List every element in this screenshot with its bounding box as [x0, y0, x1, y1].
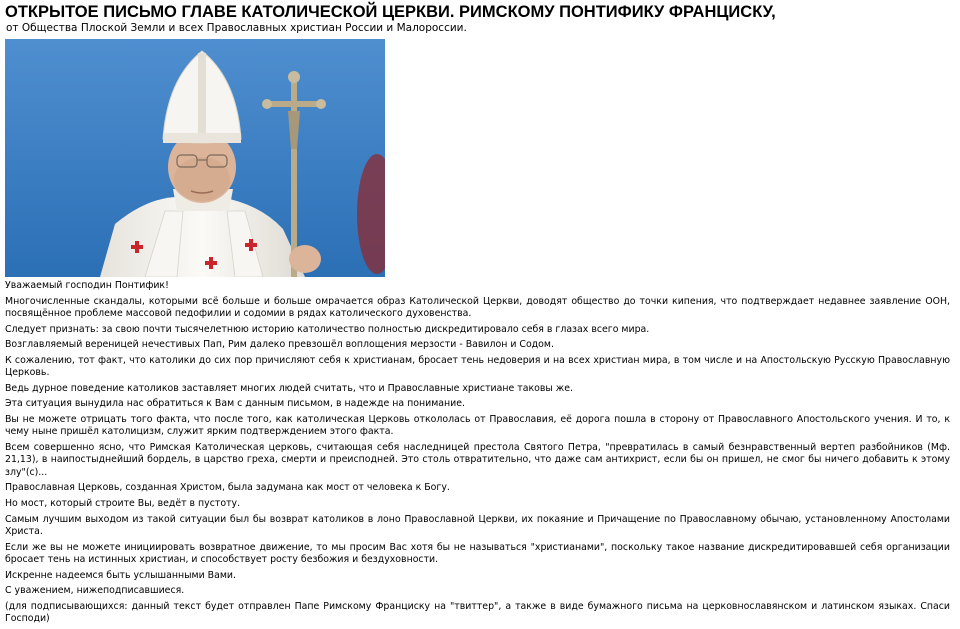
letter-paragraph: Следует признать: за свою почти тысячелетнюю историю католичество полностью дискредитировало себя в глазах всего мира. — [5, 323, 650, 335]
letter-paragraph: Если же вы не можете инициировать возвратное движение, то мы просим Вас хотя бы не называться "христианами", поскольку такое название дискредитировавшей себя организации бросает тень на истинных христиан, и способствует росту безбожия и бездуховности. — [5, 541, 950, 565]
letter-paragraph: Всем совершенно ясно, что Римская Католическая церковь, считающая себя наследницей престола Святого Петра, "превратилась в самый безнравственный вертеп разбойников (Мф. 21,13), в наипостыднейший бордель, в царство греха, смерти и преисподней. Это столь отвратительно, что даже сам антихрист, если бы он пришел, не смог бы ничего добавить к этому злу"(с)... — [5, 441, 950, 478]
letter-page — [5, 3, 950, 629]
letter-paragraph: (для подписывающихся: данный текст будет отправлен Папе Римскому Франциску на "твиттер", а также в виде бумажного письма на церковнославянском и латинском языках. Спаси Господи) — [5, 600, 950, 625]
letter-paragraph: С уважением, нижеподписавшиеся. — [5, 585, 185, 597]
letter-paragraph: Уважаемый господин Понтифик! — [5, 280, 169, 291]
letter-paragraph: Ведь дурное поведение католиков заставляет многих людей считать, что и Православные христиане таковы же. — [5, 382, 573, 394]
page-title: ОТКРЫТОЕ ПИСЬМО ГЛАВЕ КАТОЛИЧЕСКОЙ ЦЕРКВИ. РИМСКОМУ ПОНТИФИКУ ФРАНЦИСКУ, — [5, 3, 776, 21]
letter-paragraph: К сожалению, тот факт, что католики до сих пор причисляют себя к христианам, бросает тень недоверия и на всех христиан мира, в том числе и на Апостольскую Русскую Православную Церковь. — [5, 354, 950, 379]
hand — [289, 245, 321, 273]
letter-paragraph: Но мост, который строите Вы, ведёт в пустоту. — [5, 497, 241, 509]
letter-paragraph: Возглавляемый вереницей нечестивых Пап, Рим далеко превзошёл воплощения мерзости - Вавилон и Содом. — [5, 339, 554, 351]
pontiff-photo — [5, 39, 385, 277]
letter-body — [5, 280, 950, 626]
letter-paragraph: Самым лучшим выходом из такой ситуации был бы возврат католиков в лоно Православной Церкви, их покаяние и Причащение по Православному обычаю, установленному Апостолами Христа. — [5, 513, 950, 537]
letter-paragraph: Эта ситуация вынудила нас обратиться к Вам с данным письмом, в надежде на понимание. — [5, 398, 465, 410]
letter-paragraph: Православная Церковь, созданная Христом, была задумана как мост от человека к Богу. — [5, 482, 450, 494]
letter-paragraph: Вы не можете отрицать того факта, что после того, как католическая Церковь откололась от Православия, её дорога пошла в сторону от Православного Апостольского учения. И то, к чему ныне пришёл католицизм, служит ярким подтверждением этого факта. — [5, 413, 950, 438]
page-subtitle: от Общества Плоской Земли и всех Православных христиан России и Малороссии. — [6, 22, 467, 34]
letter-paragraph: Искренне надеемся быть услышанными Вами. — [5, 569, 236, 581]
letter-paragraph: Многочисленные скандалы, которыми всё больше и больше омрачается образ Католической Церкви, доводят общество до точки кипения, что подтверждает недавнее заявление ООН, посвящённое проблеме массовой педофилии и содомии в рядах католического духовенства. — [5, 295, 950, 319]
